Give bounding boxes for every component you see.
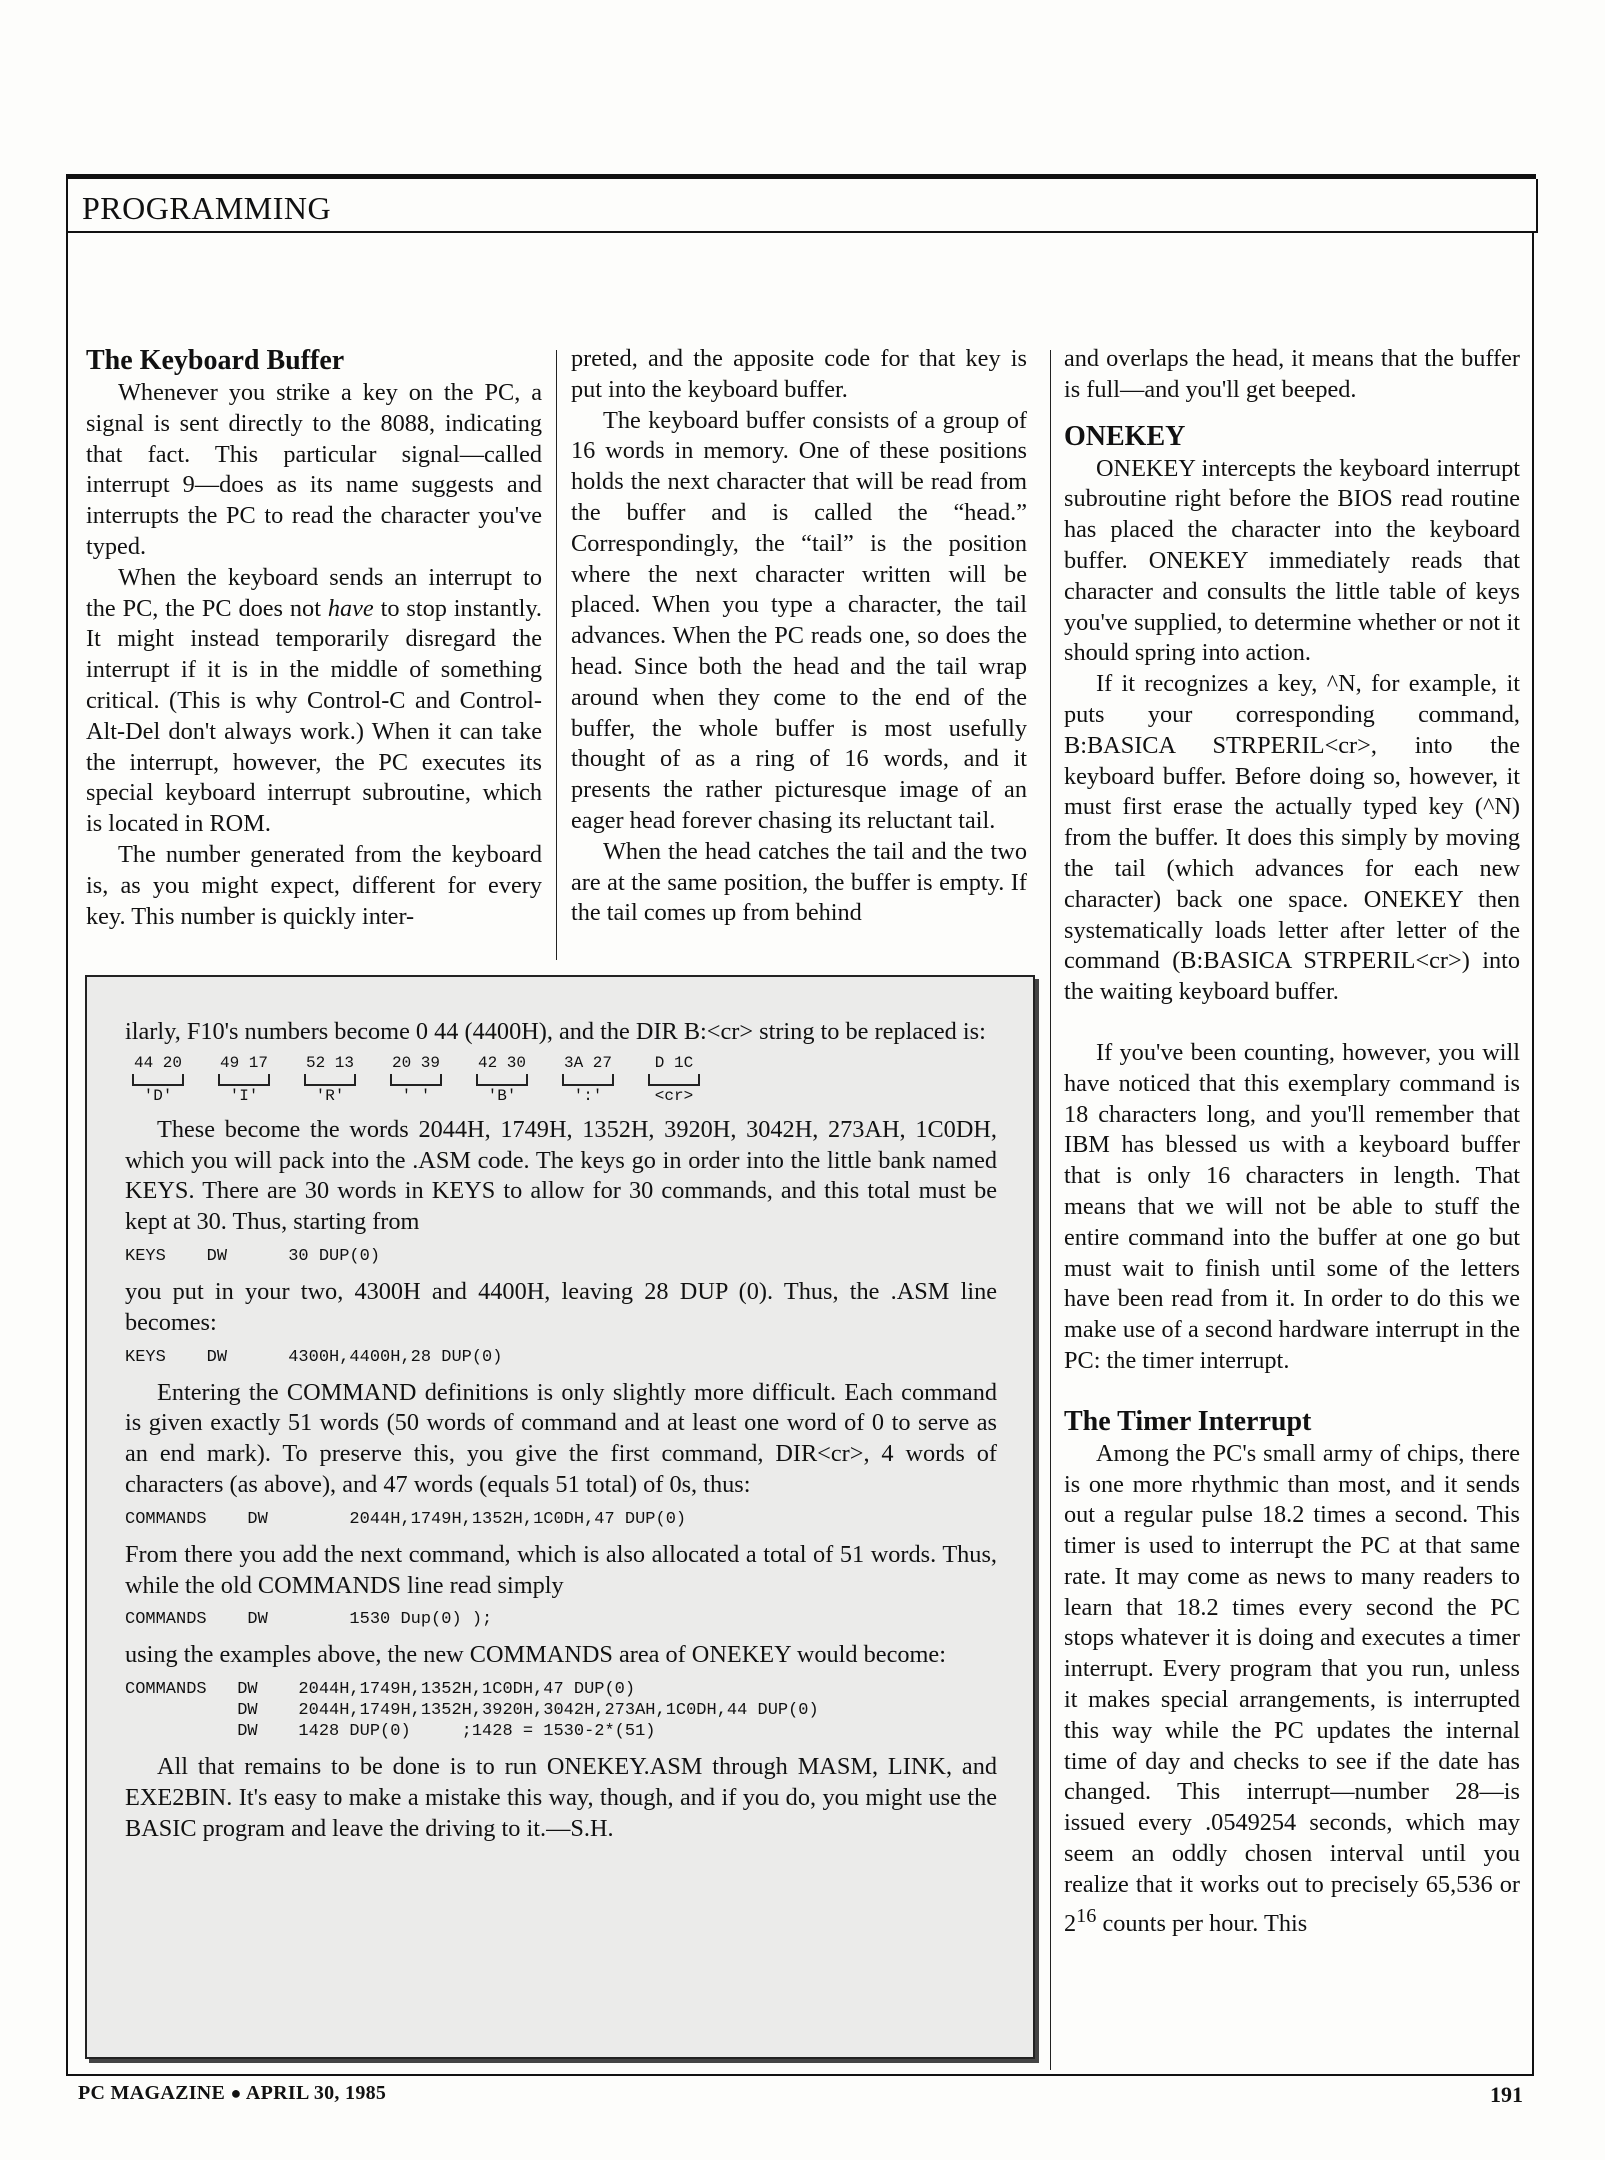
sidebar-box <box>85 975 1035 2059</box>
onekey-heading: ONEKEY <box>1064 420 1186 452</box>
bracket-brace <box>648 1074 700 1086</box>
timer-interrupt-heading: The Timer Interrupt <box>1064 1405 1312 1437</box>
column-1 <box>86 344 542 932</box>
bracket-hex: D 1C <box>654 1053 694 1072</box>
col2-paragraph-1: preted, and the apposite code for that key is put into the keyboard buffer. <box>571 345 1027 403</box>
column-3 <box>1064 344 1520 1940</box>
bracket-unit <box>469 1054 535 1105</box>
bracket-label: 'R' <box>315 1086 345 1105</box>
sidebar-paragraph-1: ilarly, F10's numbers become 0 44 (4400H), and the DIR B:<cr> string to be replaced is: <box>125 1018 986 1045</box>
bracket-hex: 52 13 <box>305 1053 354 1072</box>
sidebar-content <box>125 1017 997 1851</box>
bracket-label: 'I' <box>229 1086 259 1105</box>
col2-paragraph-2: The keyboard buffer consists of a group of 16 words in memory. One of these positions holds the next character that will be read from the buffer and is called the “head.” Correspondingly, the “tail” is the position where the next character written will be placed. When you type a character, the tail advances. When the PC reads one, so does the head. Since both the head and the tail wrap around when they come to the end of the buffer, the whole buffer is most usefully thought of as a ring of 16 words, and it presents the rather picturesque image of an eager head forever chasing its reluctant tail. <box>571 406 1027 834</box>
bracket-brace <box>218 1074 270 1086</box>
section-label: PROGRAMMING <box>82 190 332 226</box>
bracket-unit <box>297 1054 363 1105</box>
col3-paragraph-5 <box>1064 1439 1520 1940</box>
bracket-unit <box>125 1054 191 1105</box>
col1-p2-text-a: When the keyboard sends an interrupt to the PC, the PC does not <box>86 563 542 622</box>
code-commands-old: COMMANDS DW 1530 Dup(0) ); <box>125 1610 493 1630</box>
bracket-brace <box>562 1074 614 1086</box>
col2-paragraph-3: When the head catches the tail and the two are at the same position, the buffer is empty. If the tail comes up from behind <box>571 837 1027 927</box>
footer-publication-line <box>78 2082 386 2105</box>
bracket-hex: 42 30 <box>477 1053 526 1072</box>
keyboard-buffer-heading: The Keyboard Buffer <box>86 345 345 376</box>
bracket-hex: 49 17 <box>219 1053 268 1072</box>
col1-paragraph-3: The number generated from the keyboard is, as you might expect, different for every key. This number is quickly inter- <box>86 840 542 930</box>
column-rule-2 <box>1050 350 1051 2070</box>
sidebar-paragraph-4: Entering the COMMAND definitions is only slightly more difficult. Each command is given exactly 51 words (50 words of command and at least one word of 0 to serve as an end mark). To preserve this, you give the first command, DIR<cr>, 4 words of characters (as above), and 47 words (equals 51 total) of 0s, thus: <box>125 1378 997 1498</box>
bracket-hex: 3A 27 <box>563 1053 612 1072</box>
hex-bracket-diagram <box>125 1054 997 1105</box>
bracket-brace <box>132 1074 184 1086</box>
frame-left-rule <box>66 231 68 2076</box>
bracket-label: 'B' <box>487 1086 517 1105</box>
col1-paragraph-2 <box>86 563 542 840</box>
col3-paragraph-3: If it recognizes a key, ^N, for example, it puts your corresponding command, B:BASICA STRPERIL<cr>, into the keyboard buffer. Before doing so, however, it must first erase the actually typed key (^N) from the buffer. It does this simply by moving the tail (which advances for each new character) back one space. ONEKEY then systematically loads letter after letter of the command (B:BASICA STRPERIL<cr>) into the waiting keyboard buffer. <box>1064 670 1520 1006</box>
bracket-brace <box>304 1074 356 1086</box>
code-keys-updated: KEYS DW 4300H,4400H,28 DUP(0) <box>125 1347 503 1367</box>
col1-paragraph-1: Whenever you strike a key on the PC, a signal is sent directly to the 8088, indicating that fact. This particular signal—called interrupt 9—does as its name suggests and interrupts the PC to read the character you've typed. <box>86 379 542 560</box>
code-commands-first: COMMANDS DW 2044H,1749H,1352H,1C0DH,47 DUP(0) <box>125 1509 687 1529</box>
col3-paragraph-1: and overlaps the head, it means that the buffer is full—and you'll get beeped. <box>1064 345 1520 403</box>
page-number: 191 <box>1490 2082 1523 2107</box>
col3-paragraph-4: If you've been counting, however, you will have noticed that this exemplary command is 18 characters long, and you'll remember that IBM has blessed us with a keyboard buffer that is only 16 characters in length. That means that we will not be able to stuff the entire command into the buffer at one go but must wait to finish until some of the letters have been read from it. In order to do this we make use of a second hardware interrupt in the PC: the timer interrupt. <box>1064 1038 1520 1374</box>
bracket-unit <box>555 1054 621 1105</box>
bracket-hex: 44 20 <box>133 1053 182 1072</box>
sidebar-paragraph-2: These become the words 2044H, 1749H, 1352H, 3920H, 3042H, 273AH, 1C0DH, which you will pack into the .ASM code. The keys go in order into the little bank named KEYS. There are 30 words in KEYS to allow for 30 commands, and this total must be kept at 30. Thus, starting from <box>125 1115 997 1236</box>
col3-paragraph-2: ONEKEY intercepts the keyboard interrupt subroutine right before the BIOS read routine has placed the character into the keyboard buffer. ONEKEY immediately reads that character and consults the little table of keys you've supplied, to determine whether or not it should spring into action. <box>1064 454 1520 667</box>
footer-date: APRIL 30, 1985 <box>245 2082 387 2104</box>
code-keys-initial: KEYS DW 30 DUP(0) <box>125 1246 381 1266</box>
col1-p2-emphasis: have <box>327 594 374 622</box>
bracket-label: ':' <box>573 1086 603 1105</box>
footer-publication: PC MAGAZINE <box>78 2082 226 2104</box>
column-rule-1 <box>556 350 557 960</box>
frame-right-rule <box>1532 231 1534 2076</box>
sidebar-paragraph-3: you put in your two, 4300H and 4400H, leaving 28 DUP (0). Thus, the .ASM line becomes: <box>125 1277 997 1336</box>
sidebar-paragraph-5: From there you add the next command, which is also allocated a total of 51 words. Thus, while the old COMMANDS line read simply <box>125 1540 997 1599</box>
bracket-label: ' ' <box>401 1086 431 1105</box>
col3-p5-text-a: Among the PC's small army of chips, there is one more rhythmic than most, and it sends out a regular pulse 18.2 times a second. This timer is used to interrupt the PC at that same rate. It may come as news to many readers to learn that 18.2 times every second the PC stops whatever it is doing and executes a timer interrupt. Every program that you run, unless it makes special arrangements, is interrupted this way while the PC updates the internal time of day and checks to see if the date has changed. This interrupt—number 28—is issued every .0549254 seconds, which may seem an oddly chosen interval until you realize that it works out to precisely 65,536 or 2 <box>1064 1439 1520 1937</box>
bracket-label: <cr> <box>654 1086 694 1105</box>
bracket-unit <box>383 1054 449 1105</box>
footer-bullet: ● <box>230 2083 242 2103</box>
column-2 <box>571 344 1027 929</box>
bracket-label: 'D' <box>143 1086 173 1105</box>
col1-p2-text-b: to stop instantly. It might instead temporarily disregard the interrupt if it is in the middle of something critical. (This is why Control-C and Control-Alt-Del don't always work.) When it can take the interrupt, however, the PC executes its special keyboard interrupt subroutine, which is located in ROM. <box>86 594 542 838</box>
bracket-brace <box>390 1074 442 1086</box>
bracket-unit <box>211 1054 277 1105</box>
frame-bottom-rule <box>66 2074 1534 2076</box>
code-commands-new: COMMANDS DW 2044H,1749H,1352H,1C0DH,47 DUP(0) DW 2044H,1749H,1352H,3920H,3042H,273AH,1C0DH,44 DUP(0) DW 1428 DUP(0) ;1428 = 1530-2*(51) <box>125 1680 819 1742</box>
col3-p5-superscript: 16 <box>1076 1904 1097 1927</box>
bracket-brace <box>476 1074 528 1086</box>
bracket-unit <box>641 1054 707 1105</box>
sidebar-paragraph-7: All that remains to be done is to run ONEKEY.ASM through MASM, LINK, and EXE2BIN. It's easy to make a mistake this way, though, and if you do, you might use the BASIC program and leave the driving to it.—S.H. <box>125 1753 997 1842</box>
bracket-hex: 20 39 <box>391 1053 440 1072</box>
sidebar-paragraph-6: using the examples above, the new COMMANDS area of ONEKEY would become: <box>125 1641 946 1669</box>
col3-p5-text-b: counts per hour. This <box>1096 1909 1308 1937</box>
